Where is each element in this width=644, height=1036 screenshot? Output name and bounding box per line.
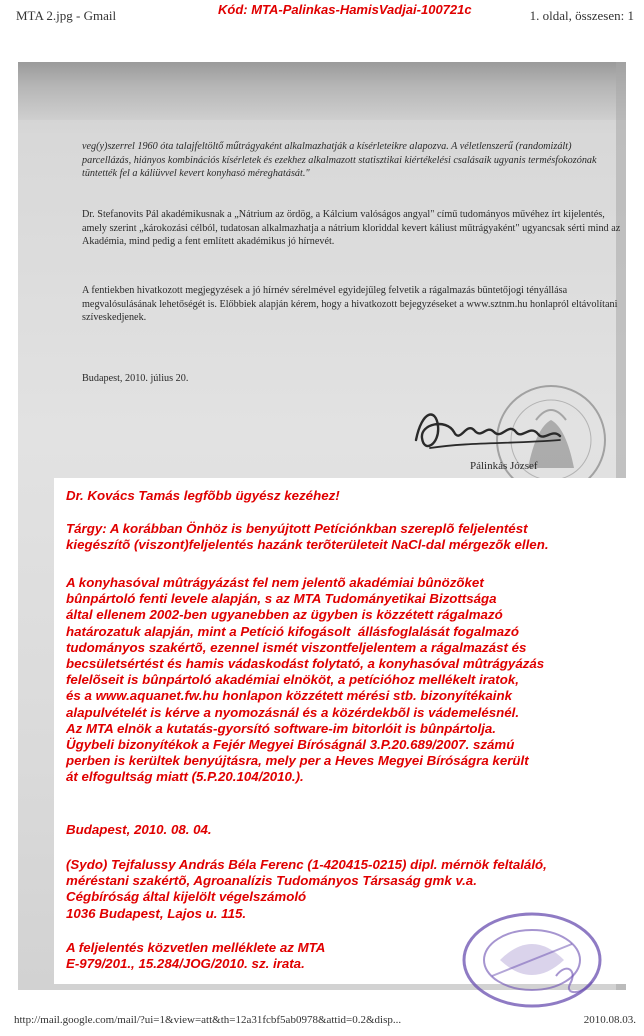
print-header xyxy=(0,0,644,40)
annotation-body: A konyhasóval mûtrágyázást fel nem jelentõ akadémiai bûnözõket bûnpártoló fenti levele alapján, s az MTA Tudományetikai Bizottsága által ellenem 2002-ben ugyanebben az ügyben is közzétett rágalmazó határozatuk alapján, mint a Petíció kifogásolt állásfoglalását fogalmazó tudományos szakértõ, ezennel ismét viszontfeljelentem a rágalmazást és becsületsértést és hamis vádaskodást folytató, a konyhasóval mûtrágyázás felelõseit is bûnpártoló akadémiai elnököt, a petícióhoz mellékelt iratok, és a www.aquanet.fw.hu honlapon közzétett mérési stb. bizonyítékaink alapulvételét is kérve a nyomozásnál és a közérdekbõl is vádemelésnél. Az MTA elnök a kutatás-gyorsító software-im bitorlóit is bûnpártolja. Ügybeli bizonyítékok a Fejér Megyei Bíróságnál 3.P.20.689/2007. számú perben is kerültek benyújtásra, mely per a Heves Megyei Bíróságra került át elfogultság miatt (5.P.20.104/2010.). xyxy=(66,575,545,785)
scan-shadow-top xyxy=(18,62,626,120)
annotation-addressee: Dr. Kovács Tamás legfõbb ügyész kezéhez! xyxy=(66,488,340,503)
annotation-annex: A feljelentés közvetlen melléklete az MTA E-979/201., 15.284/JOG/2010. sz. irata. xyxy=(66,940,326,972)
letter-paragraph-1: veg(y)szerrel 1960 óta talajfeltöltő műtrágyaként alkalmazhatják a kísérleteikre alapozva. A véletlenszerű (randomizált) parcellázás, hiányos kombinációs kísérletek és ezekhez alkalmazott statisztikai kiértékelési csalásaik ugyanis termésfokozónak tüntették fel a káliüvvel kevert konyhasó méreghatását." xyxy=(82,141,597,179)
window-title: MTA 2.jpg - Gmail xyxy=(16,8,117,23)
signature-name: Pálinkás József xyxy=(470,460,538,472)
letter-paragraph-3: A fentiekben hivatkozott megjegyzések a jó hírnév sérelmével egyidejűleg felvetik a rágalmazás büntetőjogi tényállása megvalósulásának lehetőségét is. Előbbiek alapján kérem, hogy a hivatkozott bejegyzéseket a www.sztnm.hu honlapról eltávolítani szíveskedjenek. xyxy=(82,285,618,323)
annotation-subject: Tárgy: A korábban Önhöz is benyújtott Petíciónkban szereplõ feljelentést kiegészítõ (viszont)feljelentés hazánk terõterületeit NaCl-dal mérgezõk ellen. xyxy=(66,521,549,553)
letter-paragraph-2: Dr. Stefanovits Pál akadémikusnak a „Nátrium az ördög, a Kálcium valóságos angyal" című tudományos művéhez írt kijelentés, amely szerint „károkozási célból, tudatosan alkalmazhatja a nátrium kloriddal kevert káliust műtrágyaként" ugyancsak sérti mind az Akadémia, mind pedig a fent említett akadémikus jó hírnevét. xyxy=(82,209,621,247)
handwritten-signature-icon xyxy=(410,402,570,460)
agroanalizis-round-stamp-icon xyxy=(452,904,612,1014)
page-counter: 1. oldal, összesen: 1 xyxy=(529,8,634,23)
annotation-signature-block: (Sydo) Tejfalussy András Béla Ferenc (1-420415-0215) dipl. mérnök feltaláló, méréstani szakértõ, Agroanalízis Tudományos Társaság gmk v.a. Cégbíróság által kijelölt végelszámoló 1036 Budapest, Lajos u. 115. xyxy=(66,857,547,921)
letter-date: Budapest, 2010. július 20. xyxy=(82,373,189,384)
footer-url: http://mail.google.com/mail/?ui=1&view=att&th=12a31fcbf5ab0978&attid=0.2&disp... xyxy=(14,1014,402,1026)
annotation-place-date: Budapest, 2010. 08. 04. xyxy=(66,822,212,837)
document-code: Kód: MTA-Palinkas-HamisVadjai-100721c xyxy=(218,2,472,17)
footer-date: 2010.08.03. xyxy=(583,1014,636,1026)
